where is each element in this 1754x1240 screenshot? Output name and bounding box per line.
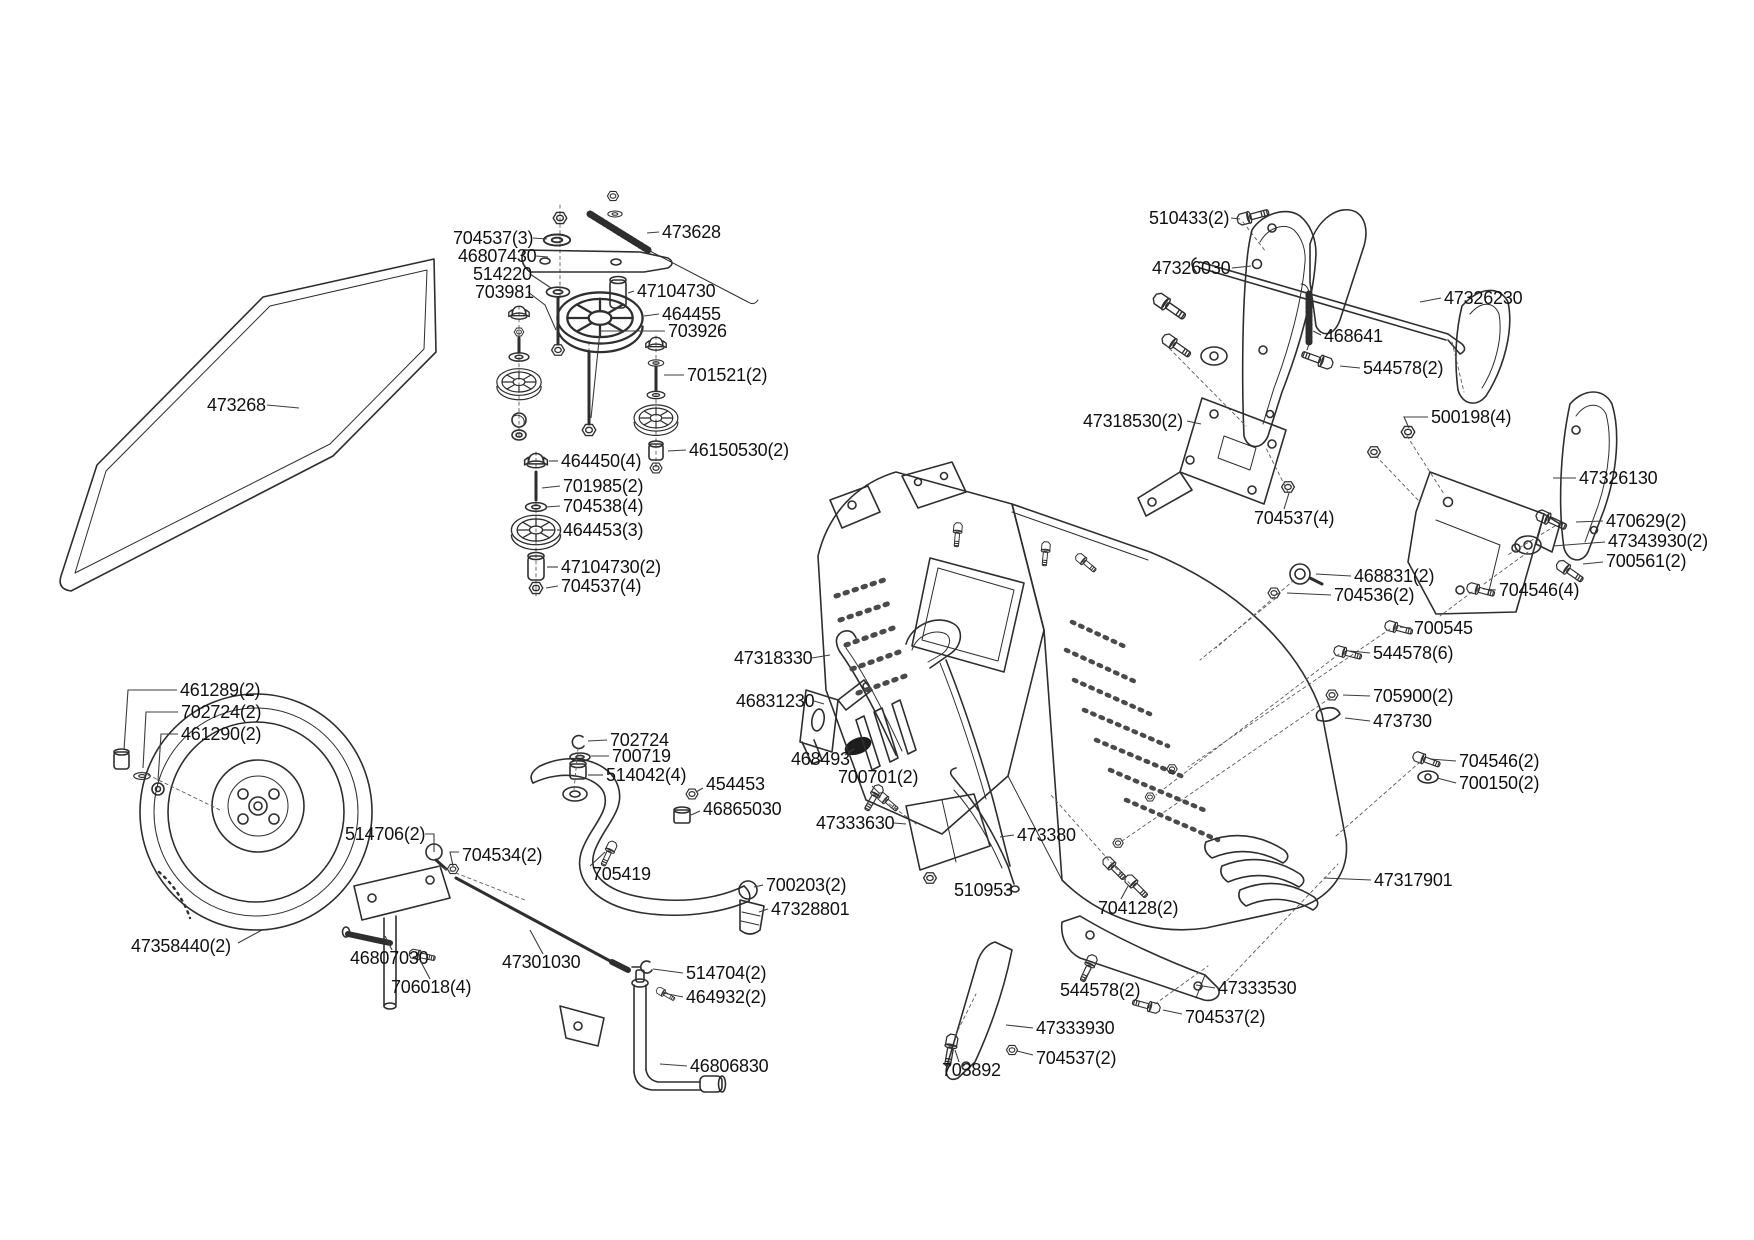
leader-line: [1343, 695, 1370, 696]
leader-line: [647, 232, 659, 233]
leader-line: [546, 506, 560, 507]
leader-line: [1324, 878, 1371, 880]
leader-line: [267, 405, 299, 408]
part-label: 704537(3): [453, 228, 534, 248]
part-label: 47326030: [1152, 258, 1231, 278]
leader-line: [1583, 562, 1603, 564]
part-label: 46807430: [458, 246, 537, 266]
leader-line: [894, 823, 906, 824]
part-label: 47318330: [734, 648, 813, 668]
leader-line: [1284, 493, 1289, 509]
part-label: 470629(2): [1606, 511, 1687, 531]
part-labels-layer: [124, 208, 1708, 1080]
part-label: 544578(2): [1060, 980, 1141, 1000]
part-label: 46807030: [350, 948, 429, 968]
part-label: 47343930(2): [1608, 531, 1708, 551]
leader-line: [812, 655, 830, 658]
part-label: 703981: [475, 282, 534, 302]
leader-line: [1340, 366, 1360, 368]
part-label: 46865030: [703, 799, 782, 819]
part-label: 700719: [612, 746, 671, 766]
part-label: 464932(2): [686, 987, 767, 1007]
part-label: 702724(2): [181, 702, 262, 722]
part-label: 454453: [706, 774, 765, 794]
part-label: 468641: [1324, 326, 1383, 346]
leader-line: [1437, 778, 1456, 783]
part-label: 47326130: [1579, 468, 1658, 488]
part-label: 514706(2): [345, 824, 426, 844]
part-label: 468493: [791, 749, 850, 769]
leader-line: [1287, 593, 1331, 595]
leader-line: [536, 256, 548, 257]
part-label: 701521(2): [687, 365, 768, 385]
leader-line: [1017, 1051, 1033, 1055]
leader-line: [1163, 1010, 1182, 1014]
part-label: 704536(2): [1334, 585, 1415, 605]
part-label: 704546(4): [1499, 580, 1580, 600]
part-label: 703892: [942, 1060, 1001, 1080]
leader-line: [1316, 574, 1351, 576]
part-label: 701985(2): [563, 476, 644, 496]
part-label: 47104730(2): [561, 557, 661, 577]
leader-line: [542, 486, 560, 488]
part-label: 704546(2): [1459, 751, 1540, 771]
part-label: 706018(4): [391, 977, 472, 997]
part-label: 703926: [668, 321, 727, 341]
leader-line: [238, 930, 262, 943]
leader-line: [660, 1064, 687, 1066]
part-label: 47104730: [637, 281, 716, 301]
part-label: 461289(2): [180, 680, 261, 700]
leader-line: [124, 690, 177, 750]
drive-belt: [60, 259, 436, 591]
part-label: 704537(4): [561, 576, 642, 596]
part-label: 544578(2): [1363, 358, 1444, 378]
part-label: 468831(2): [1354, 566, 1435, 586]
part-label: 473730: [1373, 711, 1432, 731]
leader-line: [1553, 542, 1605, 546]
part-label: 47318530(2): [1083, 411, 1183, 431]
leader-line: [1196, 985, 1215, 988]
leader-line: [1232, 266, 1251, 268]
part-label: 704537(4): [1254, 508, 1335, 528]
leader-line: [1400, 627, 1411, 628]
leader-line: [530, 930, 543, 954]
part-label: 705900(2): [1373, 686, 1454, 706]
part-label: 704534(2): [462, 845, 543, 865]
part-label: 47317901: [1374, 870, 1453, 890]
part-label: 464453(3): [563, 520, 644, 540]
part-label: 47358440(2): [131, 936, 231, 956]
lift-bracket-assembly: [1122, 206, 1617, 841]
part-label: 700545: [1414, 618, 1473, 638]
part-label: 510433(2): [1149, 208, 1230, 228]
leader-line: [691, 811, 700, 815]
part-label: 704128(2): [1098, 898, 1179, 918]
part-label: 700561(2): [1606, 551, 1687, 571]
leader-line: [546, 586, 558, 588]
part-label: 514704(2): [686, 963, 767, 983]
part-label: 47328801: [771, 899, 850, 919]
leader-line: [1231, 218, 1240, 219]
part-label: 500198(4): [1431, 407, 1512, 427]
leader-line: [668, 450, 686, 451]
part-label: 46806830: [690, 1056, 769, 1076]
part-label: 514042(4): [606, 765, 687, 785]
leader-line: [814, 701, 824, 704]
leader-line: [1420, 298, 1441, 302]
part-label: 473380: [1017, 825, 1076, 845]
part-label: 47301030: [502, 952, 581, 972]
part-label: 473268: [207, 395, 266, 415]
part-label: 47333930: [1036, 1018, 1115, 1038]
part-label: 704537(2): [1036, 1048, 1117, 1068]
part-label: 46831230: [736, 691, 815, 711]
leader-line: [644, 314, 659, 316]
part-label: 510953: [954, 880, 1013, 900]
part-label: 514220: [473, 264, 532, 284]
leader-line: [696, 788, 703, 792]
leader-line: [1483, 589, 1496, 590]
part-label: 47326230: [1444, 288, 1523, 308]
part-label: 47333630: [816, 813, 895, 833]
part-label: 702724: [610, 730, 669, 750]
leader-line: [1345, 718, 1370, 721]
leader-line: [653, 969, 683, 973]
part-label: 46150530(2): [689, 440, 789, 460]
leader-line: [588, 740, 607, 741]
part-label: 544578(6): [1373, 643, 1454, 663]
part-label: 700150(2): [1459, 773, 1540, 793]
part-label: 700701(2): [838, 767, 919, 787]
leader-line: [628, 291, 634, 293]
part-label: 464455: [662, 304, 721, 324]
part-label: 461290(2): [181, 724, 262, 744]
part-label: 704538(4): [563, 496, 644, 516]
part-label: 704537(2): [1185, 1007, 1266, 1027]
part-label: 700203(2): [766, 875, 847, 895]
part-label: 47333530: [1218, 978, 1297, 998]
part-label: 464450(4): [561, 451, 642, 471]
part-label: 705419: [592, 864, 651, 884]
part-label: 473628: [662, 222, 721, 242]
leader-line: [1006, 1025, 1033, 1028]
deck-panel: [818, 462, 1347, 930]
